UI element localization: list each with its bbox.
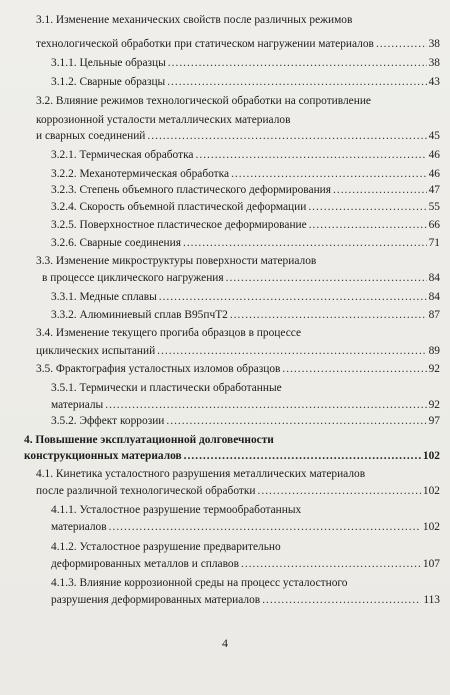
toc-entry-3-2-6: 3.2.6. Сварные соединения ..... 71 (51, 236, 440, 250)
toc-entry-3-5: 3.5. Фрактография усталостных изломов образцов ..... 92 (36, 362, 440, 376)
toc-entry-4-1-1: материалов ..... 102 (51, 520, 440, 534)
toc-entry-3-5-2: 3.5.2. Эффект коррозии ..... 97 (51, 414, 440, 428)
page-number: 4 (222, 636, 228, 650)
toc-entry-3-2-1: 3.2.1. Термическая обработка ..... 46 (51, 148, 440, 162)
toc-heading-3-1: 3.1. Изменение механических свойств после различных режимов (36, 14, 353, 26)
toc-entry-3-1-1: 3.1.1. Цельные образцы ..... 38 (51, 56, 440, 70)
toc-heading-4-1-1: 4.1.1. Усталостное разрушение термообработанных (51, 504, 302, 516)
toc-heading-4-1-2: 4.1.2. Усталостное разрушение предварительно (51, 541, 281, 553)
toc-heading-3-5-1: 3.5.1. Термически и пластически обработанные (51, 382, 282, 394)
toc-entry-3-2: и сварных соединений ..... 45 (36, 129, 440, 143)
toc-heading-4-1: 4.1. Кинетика усталостного разрушения металлических материалов (36, 468, 366, 480)
toc-entry-3-1-2: 3.1.2. Сварные образцы ..... 43 (51, 75, 440, 89)
toc-entry-3-3-2: 3.3.2. Алюминиевый сплав В95пчТ2 ..... 87 (51, 308, 440, 322)
toc-entry-3-2-3: 3.2.3. Степень объемного пластического деформирования ..... 47 (51, 183, 440, 197)
toc-entry-3-5-1: материалы ..... 92 (51, 398, 440, 412)
toc-entry-3-3-1: 3.3.1. Медные сплавы ..... 84 (51, 290, 440, 304)
toc-entry-3-2-4: 3.2.4. Скорость объемной пластической деформации ..... 55 (51, 200, 440, 214)
toc-chapter-4-line1: 4. Повышение эксплуатационной долговечности (24, 434, 274, 446)
toc-entry-3-4: циклических испытаний ..... 89 (36, 344, 440, 358)
toc-entry-3-3: в процессе циклического нагружения ..... 84 (42, 271, 440, 285)
toc-heading-3-3: 3.3. Изменение микроструктуры поверхности материалов (36, 255, 317, 267)
toc-entry-4-1: после различной технологической обработки ..... 102 (36, 484, 440, 498)
toc-entry-4-1-2: деформированных металлов и сплавов ..... 107 (51, 557, 440, 571)
toc-heading-3-2-line2: коррозионной усталости металлических материалов (36, 114, 291, 126)
toc-chapter-4: конструкционных материалов ..... 102 (24, 449, 440, 463)
toc-entry-3-2-5: 3.2.5. Поверхностное пластическое деформирование ..... 66 (51, 218, 440, 232)
toc-entry-3-1: технологической обработки при статическом нагружении материалов ..... 38 (36, 37, 440, 51)
toc-entry-3-2-2: 3.2.2. Механотермическая обработка ..... 46 (51, 167, 440, 181)
toc-entry-4-1-3: разрушения деформированных материалов ..... 113 (51, 593, 440, 607)
toc-heading-3-2-line1: 3.2. Влияние режимов технологической обработки на сопротивление (36, 95, 371, 107)
toc-heading-3-4: 3.4. Изменение текущего прогиба образцов в процессе (36, 327, 302, 339)
toc-heading-4-1-3: 4.1.3. Влияние коррозионной среды на процесс усталостного (51, 577, 348, 589)
